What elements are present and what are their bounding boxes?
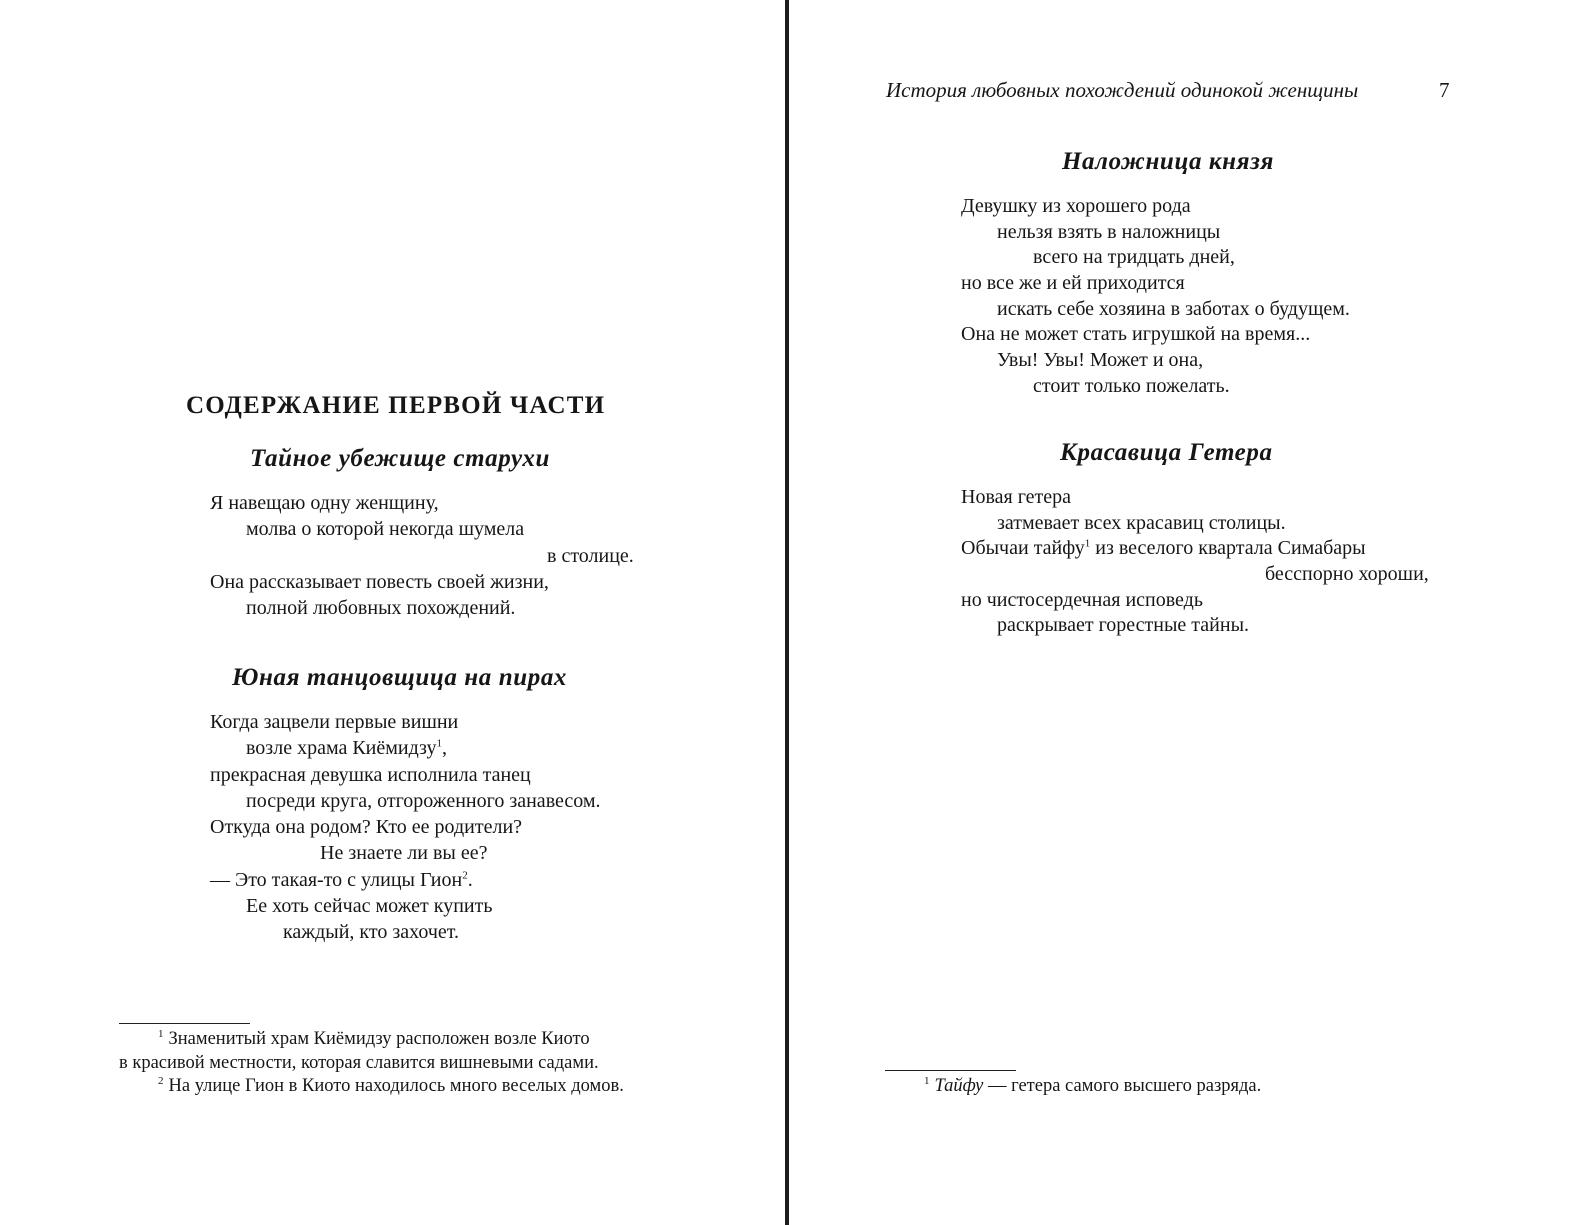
poem-line bbox=[961, 537, 1366, 560]
footnote bbox=[158, 1029, 590, 1050]
poem-line: Новая гетера bbox=[961, 486, 1072, 508]
footnote-text: — гетера самого высшего разряда. bbox=[983, 1076, 1262, 1096]
poem-line: полной любовных похождений. bbox=[246, 597, 516, 619]
poem-line: Не знаете ли вы ее? bbox=[320, 842, 488, 864]
left-page bbox=[0, 0, 785, 1225]
poem-line: но все же и ей приходится bbox=[961, 272, 1185, 294]
poem-line: раскрывает горестные тайны. bbox=[997, 614, 1250, 636]
footnote-number: 1 bbox=[924, 1074, 930, 1087]
poem-line-suffix: из веселого квартала Симабары bbox=[1090, 537, 1366, 559]
poem-line: затмевает всех красавиц столицы. bbox=[997, 512, 1286, 534]
footnote-continuation: в красивой местности, которая славится вишневыми садами. bbox=[119, 1053, 599, 1073]
section-title: Красавица Гетера bbox=[1060, 439, 1273, 466]
poem-line bbox=[210, 869, 473, 892]
poem-line-text: — Это такая-то с улицы Гион bbox=[210, 869, 463, 891]
part-title: СОДЕРЖАНИЕ ПЕРВОЙ ЧАСТИ bbox=[186, 392, 606, 419]
running-head: История любовных похождений одинокой женщины bbox=[886, 78, 1359, 102]
footnote-mark: 1 bbox=[436, 737, 443, 750]
poem-line: нельзя взять в наложницы bbox=[997, 221, 1221, 243]
footnote-rule bbox=[885, 1070, 1016, 1071]
footnote-number: 1 bbox=[158, 1027, 164, 1040]
footnote-text: На улице Гион в Киото находилось много веселых домов. bbox=[168, 1076, 624, 1096]
poem-line-suffix: , bbox=[442, 737, 448, 759]
section-title: Юная танцовщица на пирах bbox=[232, 664, 568, 691]
poem-line: стоит только пожелать. bbox=[1033, 375, 1230, 397]
poem-line: Я навещаю одну женщину, bbox=[210, 492, 439, 514]
poem-line: прекрасная девушка исполнила танец bbox=[210, 764, 531, 786]
poem-line: каждый, кто захочет. bbox=[283, 921, 460, 943]
poem-line bbox=[246, 737, 447, 760]
poem-line: бесспорно хороши, bbox=[1265, 563, 1429, 585]
poem-line: Она рассказывает повесть своей жизни, bbox=[210, 571, 549, 593]
poem-line: молва о которой некогда шумела bbox=[246, 518, 525, 540]
poem-line: Ее хоть сейчас может купить bbox=[246, 895, 493, 917]
footnote-mark: 2 bbox=[462, 869, 468, 882]
page-number: 7 bbox=[1439, 78, 1450, 102]
poem-line: Увы! Увы! Может и она, bbox=[997, 349, 1204, 371]
section-title: Наложница князя bbox=[1062, 148, 1274, 175]
poem-line: искать себе хозяина в заботах о будущем. bbox=[997, 298, 1350, 320]
poem-line: Откуда она родом? Кто ее родители? bbox=[210, 816, 523, 838]
footnote-number: 2 bbox=[158, 1074, 164, 1087]
poem-line: Она не может стать игрушкой на время... bbox=[961, 323, 1311, 345]
footnote-term: Тайфу bbox=[934, 1076, 984, 1096]
right-page bbox=[789, 0, 1576, 1225]
poem-line: но чистосердечная исповедь bbox=[961, 589, 1203, 611]
poem-line: посреди круга, отгороженного занавесом. bbox=[246, 790, 601, 812]
poem-line-text: Обычаи тайфу bbox=[961, 537, 1085, 559]
poem-line: Когда зацвели первые вишни bbox=[210, 711, 459, 733]
poem-line-suffix: . bbox=[467, 869, 473, 891]
footnote bbox=[158, 1076, 624, 1097]
poem-line: в столице. bbox=[547, 545, 634, 567]
poem-line: всего на тридцать дней, bbox=[1033, 246, 1235, 268]
footnote bbox=[924, 1076, 1261, 1097]
poem-line: Девушку из хорошего рода bbox=[961, 195, 1191, 217]
footnote-rule bbox=[119, 1023, 250, 1024]
section-title: Тайное убежище старухи bbox=[250, 445, 551, 472]
footnote-text: Знаменитый храм Киёмидзу расположен возле Киото bbox=[168, 1029, 590, 1049]
footnote-mark: 1 bbox=[1084, 537, 1091, 550]
poem-line-text: возле храма Киёмидзу bbox=[246, 737, 437, 759]
